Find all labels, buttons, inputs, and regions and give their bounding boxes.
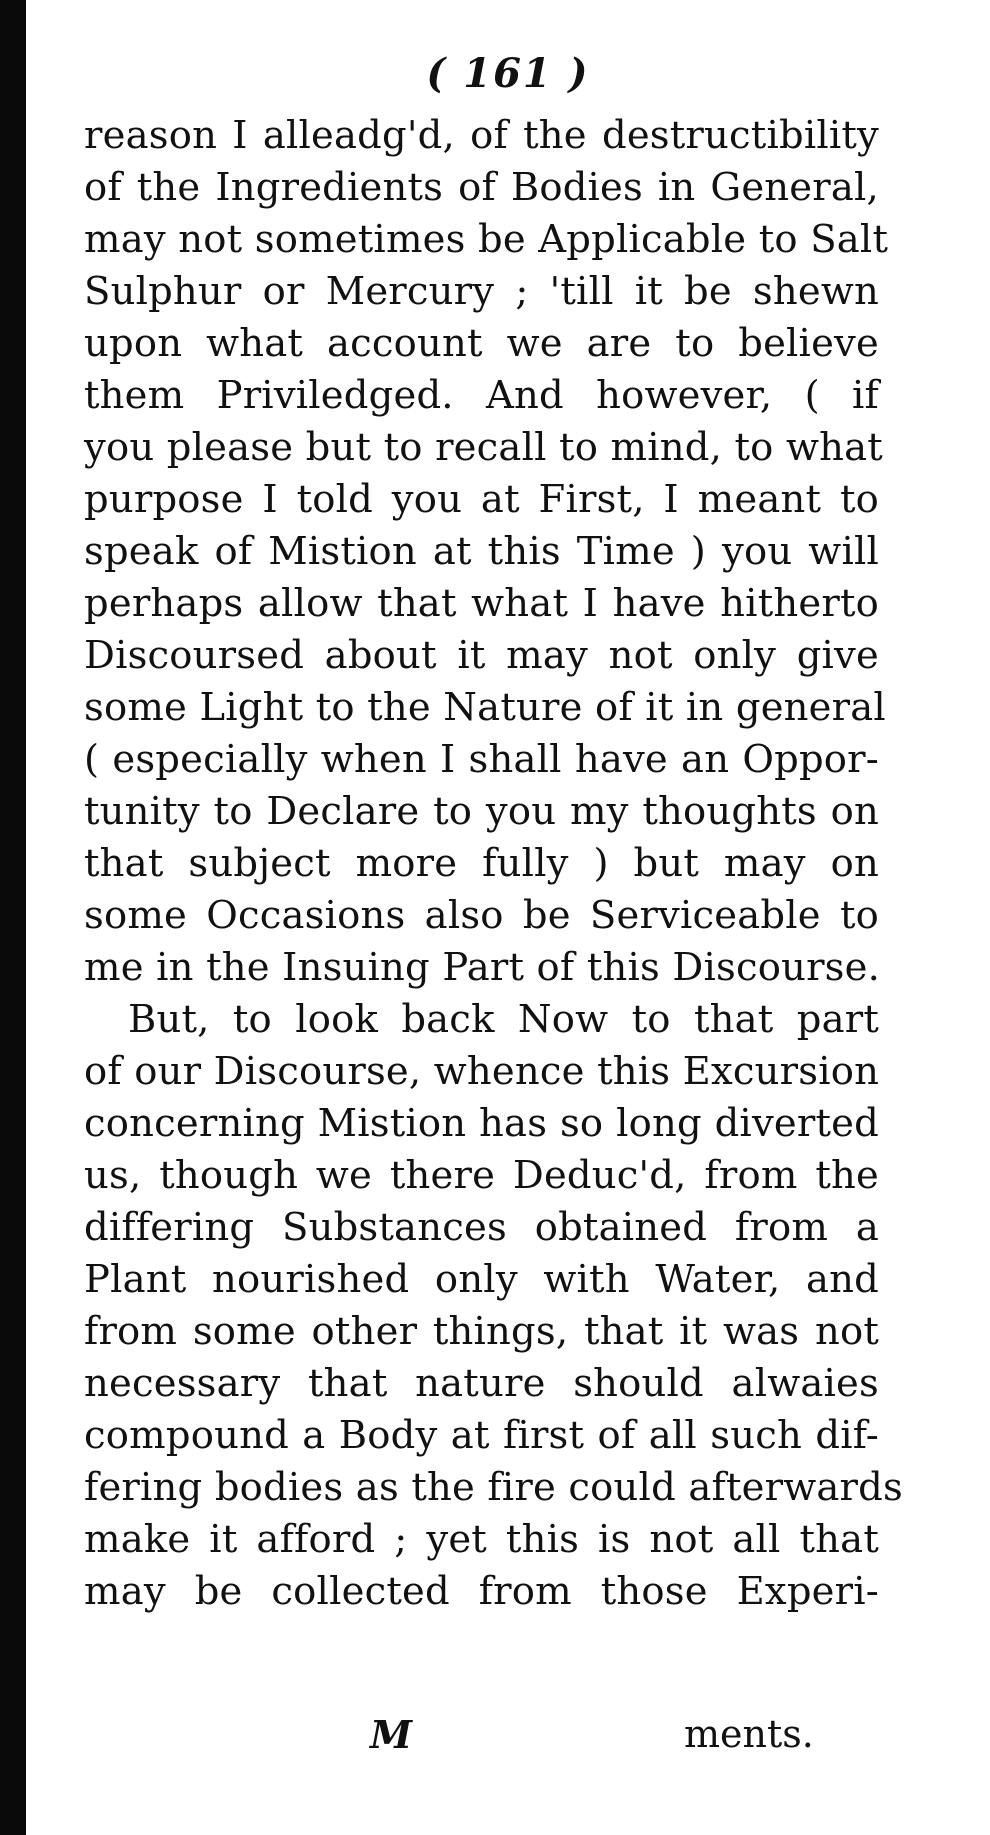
text-line: may be collected from those Experi- bbox=[84, 1569, 879, 1614]
text-line: upon what account we are to believe bbox=[84, 321, 879, 366]
text-line: differing Substances obtained from a bbox=[84, 1205, 879, 1250]
body-text bbox=[84, 110, 903, 1618]
text-line: me in the Insuing Part of this Discourse. bbox=[84, 945, 881, 990]
text-line: of the Ingredients of Bodies in General, bbox=[84, 165, 879, 210]
text-line: may not sometimes be Applicable to Salt bbox=[84, 217, 889, 262]
paragraph-start-line: But, to look back Now to that part bbox=[128, 997, 879, 1042]
text-line: purpose I told you at First, I meant to bbox=[84, 477, 879, 522]
text-line: ( especially when I shall have an Oppor- bbox=[84, 737, 879, 782]
text-line: make it afford ; yet this is not all that bbox=[84, 1517, 879, 1562]
text-line: necessary that nature should alwaies bbox=[84, 1361, 879, 1406]
text-line: from some other things, that it was not bbox=[84, 1309, 879, 1354]
text-line: compound a Body at first of all such dif- bbox=[84, 1413, 879, 1458]
text-line: that subject more fully ) but may on bbox=[84, 841, 879, 886]
text-line: reason I alleadg'd, of the destructibility bbox=[84, 113, 879, 158]
text-line: us, though we there Deduc'd, from the bbox=[84, 1153, 879, 1198]
text-line: them Priviledged. And however, ( if bbox=[84, 373, 879, 418]
text-line: some Occasions also be Serviceable to bbox=[84, 893, 879, 938]
text-line: you please but to recall to mind, to what bbox=[84, 425, 883, 470]
text-line: Plant nourished only with Water, and bbox=[84, 1257, 879, 1302]
signature-mark: M bbox=[370, 1712, 413, 1757]
page-number: ( 161 ) bbox=[426, 50, 590, 97]
text-line: fering bodies as the fire could afterwards bbox=[84, 1465, 903, 1510]
text-line: Sulphur or Mercury ; 'till it be shewn bbox=[84, 269, 879, 314]
text-line: concerning Mistion has so long diverted bbox=[84, 1101, 879, 1146]
page-footer bbox=[26, 1712, 990, 1768]
text-line: tunity to Declare to you my thoughts on bbox=[84, 789, 879, 834]
text-line: Discoursed about it may not only give bbox=[84, 633, 879, 678]
binding-edge bbox=[0, 0, 26, 1835]
text-line: speak of Mistion at this Time ) you will bbox=[84, 529, 879, 574]
book-page bbox=[26, 0, 990, 1835]
text-line: perhaps allow that what I have hitherto bbox=[84, 581, 879, 626]
text-line: some Light to the Nature of it in general bbox=[84, 685, 886, 730]
text-line: of our Discourse, whence this Excursion bbox=[84, 1049, 880, 1094]
catchword: ments. bbox=[684, 1712, 814, 1756]
